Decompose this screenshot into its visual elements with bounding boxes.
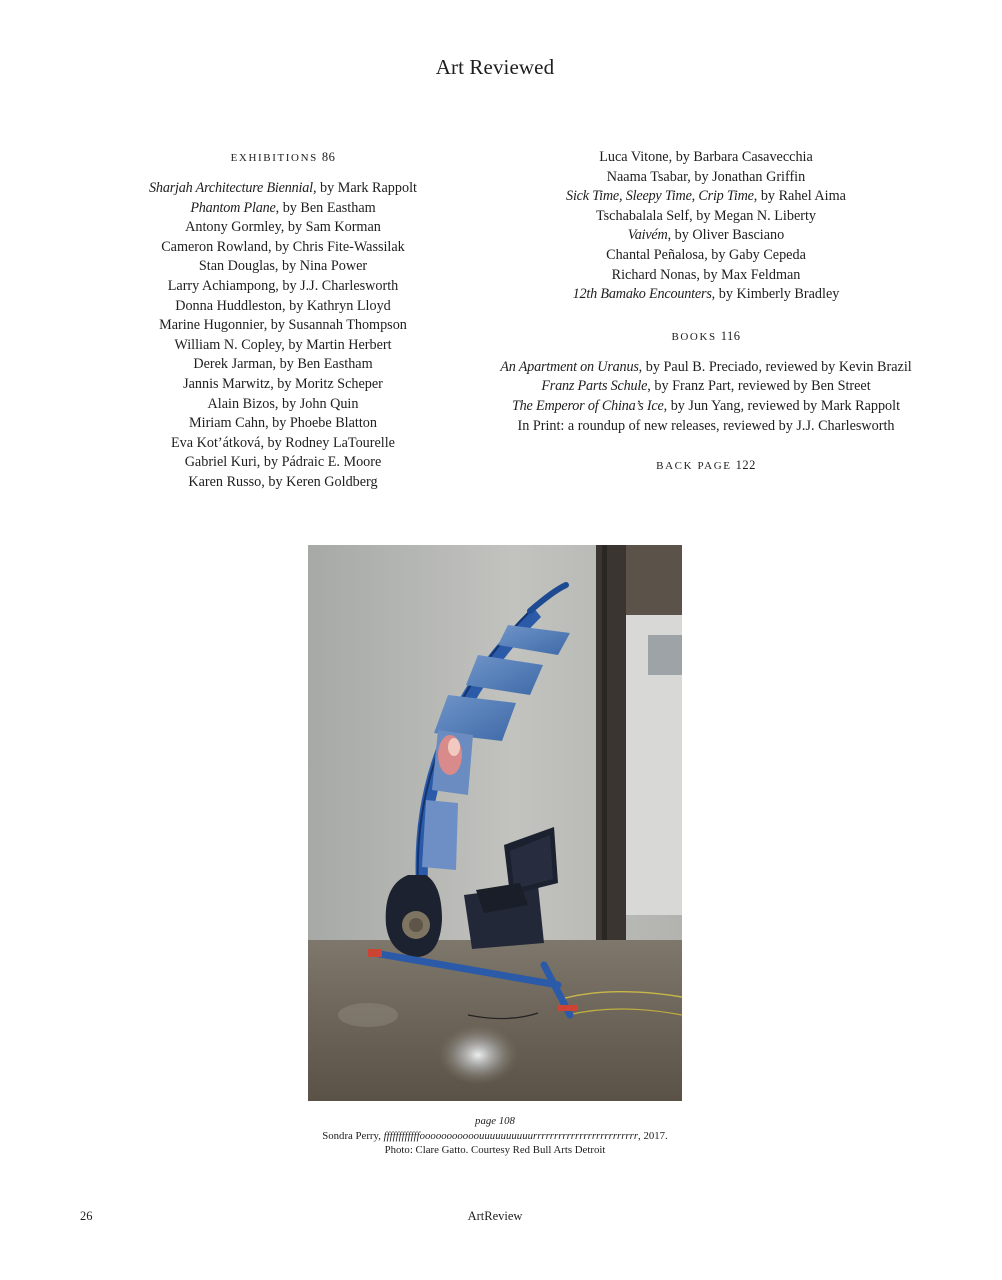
- back-page-label: BACK PAGE: [656, 460, 732, 473]
- entry-byline: Donna Huddleston, by Kathryn Lloyd: [175, 297, 391, 314]
- contents-entry: [480, 285, 932, 305]
- entry-byline: Luca Vitone, by Barbara Casavecchia: [599, 149, 813, 165]
- entry-byline: , by Jun Yang, reviewed by Mark Rappolt: [663, 397, 901, 414]
- contents-entry: [133, 316, 433, 336]
- books-list: [480, 358, 932, 436]
- entry-title: Phantom Plane: [190, 199, 276, 216]
- contents-entry: [133, 257, 433, 277]
- exhibitions-column: [133, 148, 433, 493]
- page-title: Art Reviewed: [435, 55, 555, 79]
- entry-byline: Gabriel Kuri, by Pádraic E. Moore: [184, 454, 382, 471]
- entry-title: Vaivém: [627, 227, 668, 244]
- contents-entry: [480, 266, 932, 286]
- exhibitions-label: EXHIBITIONS: [230, 152, 318, 164]
- contents-right-column: [480, 148, 932, 475]
- entry-title: 12th Bamako Encounters: [572, 286, 712, 303]
- entry-byline: Alain Bizos, by John Quin: [207, 395, 359, 412]
- entry-byline: Naama Tsabar, by Jonathan Griffin: [606, 168, 806, 185]
- contents-entry: [133, 414, 433, 434]
- contents-entry: [480, 148, 932, 168]
- entry-byline: Miriam Cahn, by Phoebe Blatton: [189, 415, 377, 432]
- entry-byline: Tschabalala Self, by Megan N. Liberty: [595, 207, 817, 224]
- contents-entry: [480, 246, 932, 266]
- contents-entry: [133, 277, 433, 297]
- books-page-number: 116: [720, 328, 741, 343]
- exhibitions-list-left: [133, 179, 433, 493]
- page-number: 26: [80, 1209, 93, 1223]
- caption-work-line: [250, 1129, 740, 1144]
- contents-entry: [480, 358, 932, 378]
- entry-byline: Karen Russo, by Keren Goldberg: [188, 473, 378, 490]
- contents-entry: [133, 375, 433, 395]
- contents-entry: [133, 355, 433, 375]
- exhibitions-heading: [133, 148, 433, 167]
- entry-title: Franz Parts Schule: [541, 378, 648, 395]
- back-page-page-number: 122: [735, 458, 756, 473]
- entry-byline: , by Mark Rappolt: [312, 180, 417, 196]
- contents-entry: [133, 297, 433, 317]
- entry-byline: Jannis Marwitz, by Moritz Scheper: [183, 375, 383, 392]
- entry-byline: , by Rahel Aima: [753, 188, 846, 205]
- contents-entry: [480, 187, 932, 207]
- caption-year: , 2017.: [638, 1129, 668, 1142]
- entry-byline: Larry Achiampong, by J.J. Charlesworth: [167, 277, 399, 294]
- contents-entry: [133, 453, 433, 473]
- entry-byline: In Print: a roundup of new releases, reviewed by J.J. Charlesworth: [517, 417, 895, 434]
- contents-entry: [480, 397, 932, 417]
- contents-entry: [480, 168, 932, 188]
- contents-entry: [480, 207, 932, 227]
- entry-byline: , by Ben Eastham: [275, 199, 376, 216]
- artwork-photo: [308, 545, 682, 1101]
- entry-byline: Derek Jarman, by Ben Eastham: [193, 356, 373, 373]
- contents-entry: [133, 336, 433, 356]
- exhibitions-page-number: 86: [321, 150, 336, 164]
- contents-entry: [133, 179, 433, 199]
- contents-entry: [133, 199, 433, 219]
- entry-title: Sick Time, Sleepy Time, Crip Time: [566, 188, 754, 205]
- entry-byline: , by Kimberly Bradley: [711, 286, 840, 303]
- entry-byline: Richard Nonas, by Max Feldman: [611, 266, 801, 283]
- back-page-heading: [480, 456, 932, 475]
- books-label: BOOKS: [671, 330, 717, 343]
- entry-byline: , by Oliver Basciano: [667, 227, 785, 244]
- contents-entry: [480, 417, 932, 437]
- entry-byline: Antony Gormley, by Sam Korman: [185, 219, 381, 236]
- caption-page-reference: page 108: [475, 1115, 515, 1127]
- contents-entry: [133, 473, 433, 493]
- contents-entry: [133, 238, 433, 258]
- entry-title: Sharjah Architecture Biennial: [149, 180, 313, 196]
- contents-entry: [133, 395, 433, 415]
- contents-entry: [480, 226, 932, 246]
- entry-byline: , by Franz Part, reviewed by Ben Street: [647, 378, 871, 395]
- contents-entry: [480, 377, 932, 397]
- caption-credit: Photo: Clare Gatto. Courtesy Red Bull Arts Detroit: [384, 1144, 606, 1156]
- entry-byline: Cameron Rowland, by Chris Fite-Wassilak: [161, 238, 405, 255]
- entry-title: An Apartment on Uranus: [500, 358, 639, 375]
- entry-byline: Stan Douglas, by Nina Power: [198, 258, 368, 275]
- caption-work-title: ffffffffffffooooooooooouuuuuuuuuurrrrrrrrrrrrrrrrrrrrrrrrr: [383, 1129, 639, 1142]
- caption-artist: Sondra Perry,: [322, 1129, 384, 1142]
- entry-byline: , by Paul B. Preciado, reviewed by Kevin Brazil: [638, 358, 912, 375]
- contents-entry: [133, 434, 433, 454]
- photo-caption: [250, 1114, 740, 1158]
- entry-byline: Eva Kot’átková, by Rodney LaTourelle: [171, 434, 395, 451]
- entry-title: The Emperor of China’s Ice: [511, 397, 664, 414]
- entry-byline: Marine Hugonnier, by Susannah Thompson: [159, 317, 407, 334]
- contents-entry: [133, 218, 433, 238]
- entry-byline: William N. Copley, by Martin Herbert: [174, 336, 392, 353]
- exhibitions-list-right: [480, 148, 932, 305]
- entry-byline: Chantal Peñalosa, by Gaby Cepeda: [606, 246, 806, 263]
- books-heading: [480, 327, 932, 346]
- footer-brand: ArtReview: [467, 1209, 523, 1223]
